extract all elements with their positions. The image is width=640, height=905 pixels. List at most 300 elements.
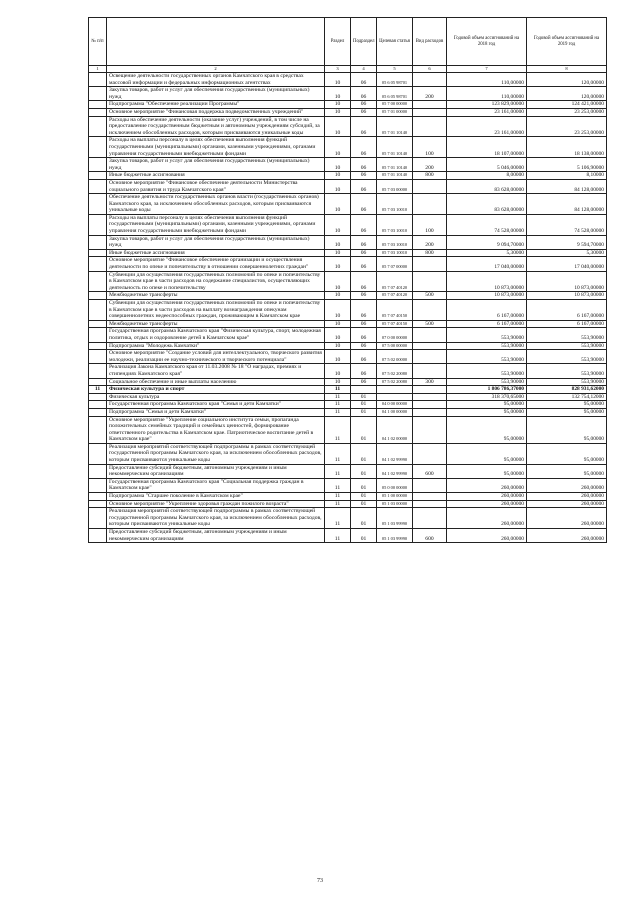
row-target-article: 07 0 00 00000 (377, 328, 413, 342)
row-name: Реализация Закона Камчатского края от 11.03.2008 № 18 "О наградах, премиях и стипендиях Камчатского края" (107, 364, 325, 378)
table-row (89, 408, 607, 416)
row-amount-2019: 23 253,00000 (527, 108, 607, 116)
row-target-article: 05 1 03 99990 (377, 508, 413, 529)
row-number (89, 401, 107, 409)
row-razdel: 10 (325, 249, 351, 257)
row-number (89, 101, 107, 109)
row-razdel: 10 (325, 235, 351, 249)
row-name: Субвенции для осуществления государственных полномочий по опеке и попечительству в Камчатском крае в части расходов на содержание специалистов, осуществляющих деятельность по опеке и попечительству (107, 271, 325, 292)
row-target-article: 04 1 02 00000 (377, 416, 413, 443)
index-cell: 3 (325, 66, 351, 73)
row-podrazdel: 01 (351, 408, 377, 416)
row-podrazdel: 06 (351, 214, 377, 235)
row-name: Иные бюджетные ассигнования (107, 172, 325, 180)
row-amount-2019: 120,00000 (527, 73, 607, 87)
table-row (89, 500, 607, 508)
row-podrazdel: 06 (351, 172, 377, 180)
row-amount-2018: 95,00000 (447, 464, 527, 478)
row-amount-2018: 6 167,00000 (447, 320, 527, 328)
table-row (89, 320, 607, 328)
row-amount-2019: 17 040,00000 (527, 257, 607, 271)
row-amount-2019: 84 128,00000 (527, 194, 607, 215)
row-amount-2019: 120,00000 (527, 87, 607, 101)
header-vr: Вид расходов (413, 18, 447, 66)
row-name: Субвенции для осуществления государственных полномочий по опеке и попечительству в Камчатском крае в части расходов на выплату вознаграждения опекунам совершеннолетних недееспособных граждан, проживающим в Камчатском крае (107, 300, 325, 321)
row-name: Социальное обеспечение и иные выплаты населению (107, 378, 325, 386)
row-number (89, 500, 107, 508)
row-number (89, 320, 107, 328)
row-target-article: 05 6 05 98701 (377, 73, 413, 87)
row-number (89, 393, 107, 401)
row-name: Подпрограмма "Обеспечение реализации Программы" (107, 101, 325, 109)
row-amount-2019: 5,30000 (527, 249, 607, 257)
page-number: 73 (317, 878, 323, 884)
table-row (89, 364, 607, 378)
row-razdel: 11 (325, 508, 351, 529)
row-name: Основное мероприятие "Финансовое обеспечение деятельности Министерства социального развития и труда Камчатского края" (107, 179, 325, 193)
row-podrazdel: 01 (351, 393, 377, 401)
header-csr: Целевая статья (377, 18, 413, 66)
row-expense-type (413, 386, 447, 394)
row-razdel: 10 (325, 108, 351, 116)
row-expense-type (413, 493, 447, 501)
budget-sheet (88, 17, 606, 543)
row-podrazdel: 01 (351, 464, 377, 478)
row-name: Иные бюджетные ассигнования (107, 249, 325, 257)
row-target-article: 07 5 02 00000 (377, 350, 413, 364)
table-row (89, 342, 607, 350)
row-amount-2018: 23 161,00000 (447, 108, 527, 116)
row-name: Государственная программа Камчатского края "Физическая культура, спорт, молодежная политика, отдых и оздоровление детей в Камчатском крае" (107, 328, 325, 342)
row-name: Расходы на выплаты персоналу в целях обеспечения выполнения функций государственными (муниципальными) органами, казенными учреждениями, органами управления государственными внебюджетными фондами (107, 137, 325, 158)
row-amount-2019: 8,10000 (527, 172, 607, 180)
header-razdel: Раздел (325, 18, 351, 66)
row-razdel: 11 (325, 408, 351, 416)
row-target-article: 05 1 03 99990 (377, 529, 413, 543)
row-target-article: 05 7 07 40120 (377, 292, 413, 300)
row-podrazdel: 06 (351, 235, 377, 249)
row-name: Реализация мероприятий соответствующей подпрограммы в рамках соответствующей государственной программы Камчатского края, за исключением обособленных расходов, которым присваиваются уникальные коды (107, 508, 325, 529)
header-num: № п/п (89, 18, 107, 66)
row-name: Физическая культура (107, 393, 325, 401)
row-number (89, 137, 107, 158)
row-razdel: 11 (325, 464, 351, 478)
row-podrazdel: 06 (351, 137, 377, 158)
row-razdel: 11 (325, 443, 351, 464)
row-expense-type: 600 (413, 464, 447, 478)
row-podrazdel (351, 386, 377, 394)
row-razdel: 10 (325, 172, 351, 180)
row-amount-2018: 5 046,00000 (447, 158, 527, 172)
row-target-article: 05 7 00 00000 (377, 101, 413, 109)
row-expense-type (413, 443, 447, 464)
row-podrazdel: 01 (351, 401, 377, 409)
row-target-article: 07 5 00 00000 (377, 342, 413, 350)
table-row (89, 378, 607, 386)
row-podrazdel: 06 (351, 271, 377, 292)
row-amount-2018: 10 873,00000 (447, 271, 527, 292)
row-amount-2019: 95,00000 (527, 401, 607, 409)
row-razdel: 10 (325, 364, 351, 378)
row-razdel: 10 (325, 101, 351, 109)
row-number (89, 464, 107, 478)
row-target-article: 05 7 01 00000 (377, 108, 413, 116)
row-amount-2018: 23 161,00000 (447, 116, 527, 137)
row-amount-2019: 23 253,00000 (527, 116, 607, 137)
row-name: Закупка товаров, работ и услуг для обеспечения государственных (муниципальных) нужд (107, 158, 325, 172)
row-number (89, 179, 107, 193)
row-razdel: 11 (325, 416, 351, 443)
row-expense-type (413, 342, 447, 350)
row-amount-2019: 10 873,00000 (527, 292, 607, 300)
row-target-article: 05 7 07 40150 (377, 320, 413, 328)
row-expense-type (413, 508, 447, 529)
row-target-article: 05 0 00 00000 (377, 478, 413, 492)
row-number (89, 172, 107, 180)
row-number (89, 292, 107, 300)
row-number (89, 529, 107, 543)
row-expense-type (413, 350, 447, 364)
row-target-article: 04 0 00 00000 (377, 401, 413, 409)
row-amount-2018: 260,00000 (447, 500, 527, 508)
row-amount-2019: 10 873,00000 (527, 271, 607, 292)
table-row (89, 172, 607, 180)
row-amount-2018: 553,90000 (447, 364, 527, 378)
index-cell: 2 (107, 66, 325, 73)
table-row (89, 493, 607, 501)
row-number (89, 271, 107, 292)
row-amount-2018: 95,00000 (447, 401, 527, 409)
row-amount-2019: 95,00000 (527, 464, 607, 478)
row-amount-2019: 553,90000 (527, 342, 607, 350)
row-expense-type (413, 478, 447, 492)
row-amount-2019: 132 754,12000 (527, 393, 607, 401)
row-amount-2019: 553,90000 (527, 328, 607, 342)
row-razdel: 10 (325, 320, 351, 328)
row-amount-2019: 18 138,00000 (527, 137, 607, 158)
table-row (89, 328, 607, 342)
table-row (89, 443, 607, 464)
table-row (89, 249, 607, 257)
row-podrazdel: 06 (351, 116, 377, 137)
row-podrazdel: 01 (351, 500, 377, 508)
row-amount-2018: 260,00000 (447, 493, 527, 501)
row-podrazdel: 06 (351, 249, 377, 257)
row-number (89, 364, 107, 378)
row-razdel: 10 (325, 158, 351, 172)
row-name: Обеспечение деятельности государственных органов власти (государственных органов) Камчатского края, за исключением обособленных расходов, которым присваиваются уникальные коды (107, 194, 325, 215)
row-podrazdel: 01 (351, 529, 377, 543)
row-expense-type (413, 408, 447, 416)
row-name: Основное мероприятие "Финансовая поддержка подведомственных учреждений" (107, 108, 325, 116)
index-cell: 4 (351, 66, 377, 73)
row-amount-2019: 95,00000 (527, 408, 607, 416)
row-target-article: 05 7 03 10010 (377, 194, 413, 215)
row-expense-type: 200 (413, 158, 447, 172)
table-row (89, 416, 607, 443)
row-number (89, 158, 107, 172)
row-podrazdel: 01 (351, 416, 377, 443)
row-amount-2019: 260,00000 (527, 500, 607, 508)
row-number (89, 108, 107, 116)
table-row (89, 194, 607, 215)
row-number (89, 408, 107, 416)
row-razdel: 10 (325, 328, 351, 342)
table-row (89, 393, 607, 401)
index-cell: 5 (377, 66, 413, 73)
row-razdel: 10 (325, 300, 351, 321)
row-number (89, 73, 107, 87)
row-number (89, 478, 107, 492)
row-name: Физическая культура и спорт (107, 386, 325, 394)
row-amount-2019: 260,00000 (527, 478, 607, 492)
row-amount-2018: 74 528,00000 (447, 214, 527, 235)
table-row (89, 292, 607, 300)
row-amount-2018: 260,00000 (447, 478, 527, 492)
row-number: 11 (89, 386, 107, 394)
row-razdel: 10 (325, 194, 351, 215)
row-number (89, 257, 107, 271)
row-podrazdel: 01 (351, 478, 377, 492)
row-name: Основное мероприятие "Укрепление здоровья граждан пожилого возраста" (107, 500, 325, 508)
row-amount-2019: 95,00000 (527, 443, 607, 464)
row-target-article: 05 6 05 98701 (377, 87, 413, 101)
row-amount-2018: 6 167,00000 (447, 300, 527, 321)
table-row (89, 214, 607, 235)
row-number (89, 416, 107, 443)
row-amount-2018: 17 040,00000 (447, 257, 527, 271)
row-podrazdel: 06 (351, 73, 377, 87)
budget-table (88, 17, 607, 543)
row-target-article: 05 7 07 40150 (377, 300, 413, 321)
row-name: Подпрограмма "Молодежь Камчатки" (107, 342, 325, 350)
row-podrazdel: 06 (351, 300, 377, 321)
row-expense-type: 600 (413, 529, 447, 543)
header-name (107, 18, 325, 66)
row-razdel: 10 (325, 292, 351, 300)
row-name: Закупка товаров, работ и услуг для обеспечения государственных (муниципальных) нужд (107, 235, 325, 249)
row-razdel: 10 (325, 350, 351, 364)
row-razdel: 10 (325, 271, 351, 292)
row-podrazdel: 06 (351, 194, 377, 215)
row-razdel: 11 (325, 500, 351, 508)
row-name: Подпрограмма "Старшее поколение в Камчатском крае" (107, 493, 325, 501)
row-number (89, 378, 107, 386)
row-razdel: 11 (325, 386, 351, 394)
header-podrazdel: Подраздел (351, 18, 377, 66)
row-expense-type (413, 101, 447, 109)
table-row (89, 464, 607, 478)
row-target-article: 05 7 07 00000 (377, 257, 413, 271)
row-target-article: 04 1 02 99990 (377, 443, 413, 464)
row-razdel: 10 (325, 73, 351, 87)
row-number (89, 342, 107, 350)
row-name: Реализация мероприятий соответствующей подпрограммы в рамках соответствующей государственной программы Камчатского края, за исключением обособленных расходов, которым присваиваются уникальные коды (107, 443, 325, 464)
row-name: Основное мероприятие "Создание условий для интеллектуального, творческого развития молодежи, реализации ее научно-технического и творческого потенциала" (107, 350, 325, 364)
row-target-article: 07 5 02 20080 (377, 364, 413, 378)
row-podrazdel: 06 (351, 101, 377, 109)
row-amount-2019: 95,00000 (527, 416, 607, 443)
row-razdel: 11 (325, 529, 351, 543)
row-razdel: 10 (325, 137, 351, 158)
row-expense-type (413, 300, 447, 321)
row-amount-2018: 260,00000 (447, 529, 527, 543)
row-amount-2019: 260,00000 (527, 508, 607, 529)
row-name: Расходы на выплаты персоналу в целях обеспечения выполнения функций государственными (муниципальными) органами, казенными учреждениями, органами управления государственными внебюджетными фондами (107, 214, 325, 235)
row-name: Освещение деятельности государственных органов Камчатского края в средствах массовой информации и федеральных информационных агентствах (107, 73, 325, 87)
row-name: Государственная программа Камчатского края "Социальная поддержка граждан в Камчатском крае" (107, 478, 325, 492)
row-amount-2018: 10 873,00000 (447, 292, 527, 300)
row-razdel: 10 (325, 179, 351, 193)
row-amount-2018: 553,90000 (447, 350, 527, 364)
row-target-article: 05 7 03 10010 (377, 214, 413, 235)
row-target-article: 07 5 02 20080 (377, 378, 413, 386)
row-amount-2019: 553,90000 (527, 364, 607, 378)
row-amount-2018: 83 628,00000 (447, 194, 527, 215)
table-row (89, 529, 607, 543)
row-expense-type: 800 (413, 172, 447, 180)
row-amount-2019: 260,00000 (527, 493, 607, 501)
row-podrazdel: 06 (351, 364, 377, 378)
row-podrazdel: 06 (351, 350, 377, 364)
row-target-article: 05 7 01 10140 (377, 172, 413, 180)
row-amount-2019: 5 106,90000 (527, 158, 607, 172)
table-row (89, 386, 607, 394)
row-podrazdel: 06 (351, 179, 377, 193)
row-target-article: 05 7 03 10010 (377, 249, 413, 257)
row-target-article: 05 7 01 10140 (377, 137, 413, 158)
row-podrazdel: 06 (351, 257, 377, 271)
row-name: Подпрограмма "Семья и дети Камчатки" (107, 408, 325, 416)
index-cell: 8 (527, 66, 607, 73)
row-number (89, 235, 107, 249)
row-number (89, 194, 107, 215)
row-amount-2018: 95,00000 (447, 416, 527, 443)
row-amount-2018: 318 370,65000 (447, 393, 527, 401)
row-amount-2018: 18 107,00000 (447, 137, 527, 158)
row-amount-2019: 6 167,00000 (527, 320, 607, 328)
row-amount-2018: 95,00000 (447, 443, 527, 464)
row-expense-type (413, 364, 447, 378)
row-target-article: 05 1 00 00000 (377, 493, 413, 501)
row-amount-2018: 553,90000 (447, 328, 527, 342)
row-target-article: 04 1 02 99990 (377, 464, 413, 478)
row-number (89, 214, 107, 235)
row-number (89, 116, 107, 137)
row-amount-2018: 110,00000 (447, 87, 527, 101)
row-amount-2019: 124 421,00000 (527, 101, 607, 109)
row-name: Основное мероприятие "Укрепление социального института семьи, пропаганда положительных семейных традиций и семейных ценностей, формирование ответственного родительства в Камчатском крае. Патриотическое воспитание детей в Камчатском крае" (107, 416, 325, 443)
index-cell: 6 (413, 66, 447, 73)
row-name: Межбюджетные трансферты (107, 292, 325, 300)
row-target-article: 05 7 03 10010 (377, 235, 413, 249)
row-expense-type: 200 (413, 87, 447, 101)
row-target-article: 05 1 03 00000 (377, 500, 413, 508)
row-number (89, 87, 107, 101)
row-amount-2019: 9 594,70000 (527, 235, 607, 249)
row-expense-type: 500 (413, 320, 447, 328)
row-target-article: 05 7 03 00000 (377, 179, 413, 193)
row-amount-2018: 9 094,70000 (447, 235, 527, 249)
row-expense-type (413, 328, 447, 342)
header-2018: Годовой объем ассигнований на 2018 год (447, 18, 527, 66)
row-amount-2019: 84 128,00000 (527, 179, 607, 193)
row-podrazdel: 06 (351, 328, 377, 342)
row-expense-type: 300 (413, 378, 447, 386)
row-amount-2018: 553,90000 (447, 342, 527, 350)
row-amount-2019: 553,90000 (527, 378, 607, 386)
row-amount-2018: 553,90000 (447, 378, 527, 386)
row-target-article: 04 1 00 00000 (377, 408, 413, 416)
row-amount-2018: 8,00000 (447, 172, 527, 180)
row-razdel: 10 (325, 87, 351, 101)
row-target-article: 05 7 07 40120 (377, 271, 413, 292)
table-row (89, 508, 607, 529)
row-expense-type (413, 73, 447, 87)
index-cell: 7 (447, 66, 527, 73)
row-expense-type (413, 257, 447, 271)
header-2019: Годовой объем ассигнований на 2019 год (527, 18, 607, 66)
table-row (89, 87, 607, 101)
table-row (89, 271, 607, 292)
row-expense-type (413, 179, 447, 193)
row-podrazdel: 06 (351, 87, 377, 101)
table-row (89, 158, 607, 172)
row-expense-type (413, 108, 447, 116)
row-name: Межбюджетные трансферты (107, 320, 325, 328)
table-row (89, 257, 607, 271)
row-number (89, 443, 107, 464)
row-number (89, 249, 107, 257)
row-amount-2019: 74 528,00000 (527, 214, 607, 235)
row-expense-type (413, 500, 447, 508)
row-podrazdel: 06 (351, 158, 377, 172)
row-name: Государственная программа Камчатского края "Семья и дети Камчатки" (107, 401, 325, 409)
row-expense-type (413, 271, 447, 292)
row-number (89, 328, 107, 342)
row-amount-2018: 260,00000 (447, 508, 527, 529)
row-podrazdel: 06 (351, 292, 377, 300)
row-name: Предоставление субсидий бюджетным, автономным учреждениям и иным некоммерческим организациям (107, 529, 325, 543)
row-razdel: 11 (325, 478, 351, 492)
row-expense-type: 200 (413, 235, 447, 249)
row-razdel: 11 (325, 393, 351, 401)
row-target-article (377, 386, 413, 394)
table-row (89, 478, 607, 492)
table-row (89, 101, 607, 109)
row-name: Расходы на обеспечение деятельности (оказание услуг) учреждений, в том числе на предоставление государственным бюджетным и автономным учреждениям субсидий, за исключением обособленных расходов, которым присваиваются уникальные коды (107, 116, 325, 137)
table-row (89, 350, 607, 364)
row-podrazdel: 06 (351, 378, 377, 386)
row-razdel: 10 (325, 257, 351, 271)
row-expense-type (413, 416, 447, 443)
index-row (89, 66, 607, 73)
row-expense-type (413, 116, 447, 137)
row-amount-2019: 260,00000 (527, 529, 607, 543)
row-number (89, 508, 107, 529)
row-podrazdel: 01 (351, 493, 377, 501)
table-row (89, 235, 607, 249)
row-razdel: 11 (325, 493, 351, 501)
row-amount-2018: 110,00000 (447, 73, 527, 87)
row-razdel: 10 (325, 116, 351, 137)
row-amount-2018: 83 628,00000 (447, 179, 527, 193)
table-row (89, 300, 607, 321)
table-body (89, 73, 607, 543)
table-row (89, 108, 607, 116)
row-expense-type: 100 (413, 137, 447, 158)
table-row (89, 179, 607, 193)
